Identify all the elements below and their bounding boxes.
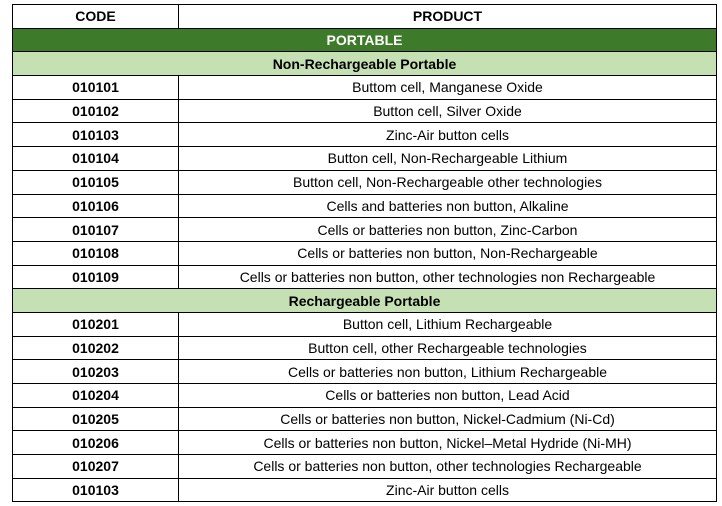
product-column-header: PRODUCT (179, 5, 717, 29)
table-row (13, 384, 717, 408)
table-body (13, 28, 717, 502)
code-cell: 010201 (13, 312, 179, 336)
code-cell: 010103 (13, 478, 179, 502)
product-cell: Cells or batteries non button, Nickel-Cadmium (Ni-Cd) (179, 407, 717, 431)
product-cell: Cells or batteries non button, Lead Acid (179, 384, 717, 408)
group-title: Rechargeable Portable (13, 289, 717, 313)
table-row (13, 407, 717, 431)
code-cell: 010203 (13, 360, 179, 384)
table-row (13, 455, 717, 479)
section-row (13, 28, 717, 52)
group-row (13, 52, 717, 76)
group-row (13, 289, 717, 313)
code-cell: 010207 (13, 455, 179, 479)
code-cell: 010106 (13, 194, 179, 218)
code-cell: 010206 (13, 431, 179, 455)
product-cell: Cells or batteries non button, Nickel–Metal Hydride (Ni-MH) (179, 431, 717, 455)
code-cell: 010105 (13, 170, 179, 194)
table-row (13, 241, 717, 265)
section-title: PORTABLE (13, 28, 717, 52)
table-row (13, 312, 717, 336)
table-row (13, 218, 717, 242)
table-row (13, 478, 717, 502)
product-cell: Button cell, Non-Rechargeable Lithium (179, 147, 717, 171)
product-cell: Cells or batteries non button, Non-Rechargeable (179, 241, 717, 265)
product-cell: Buttom cell, Manganese Oxide (179, 76, 717, 100)
code-column-header: CODE (13, 5, 179, 29)
code-cell: 010109 (13, 265, 179, 289)
product-cell: Zinc-Air button cells (179, 478, 717, 502)
code-cell: 010103 (13, 123, 179, 147)
code-cell: 010102 (13, 99, 179, 123)
group-title: Non-Rechargeable Portable (13, 52, 717, 76)
battery-code-table (12, 4, 717, 502)
table-row (13, 99, 717, 123)
table-row (13, 194, 717, 218)
product-cell: Button cell, Lithium Rechargeable (179, 312, 717, 336)
product-cell: Cells and batteries non button, Alkaline (179, 194, 717, 218)
code-cell: 010107 (13, 218, 179, 242)
product-cell: Button cell, Silver Oxide (179, 99, 717, 123)
product-cell: Cells or batteries non button, other technologies Rechargeable (179, 455, 717, 479)
product-cell: Cells or batteries non button, Lithium Rechargeable (179, 360, 717, 384)
table-row (13, 123, 717, 147)
table-row (13, 431, 717, 455)
code-cell: 010104 (13, 147, 179, 171)
table-row (13, 170, 717, 194)
code-cell: 010108 (13, 241, 179, 265)
table-row (13, 147, 717, 171)
code-cell: 010202 (13, 336, 179, 360)
product-cell: Cells or batteries non button, other technologies non Rechargeable (179, 265, 717, 289)
code-cell: 010101 (13, 76, 179, 100)
table-row (13, 76, 717, 100)
code-cell: 010205 (13, 407, 179, 431)
product-cell: Button cell, Non-Rechargeable other technologies (179, 170, 717, 194)
product-cell: Cells or batteries non button, Zinc-Carbon (179, 218, 717, 242)
header-row (13, 5, 717, 29)
table-row (13, 265, 717, 289)
code-cell: 010204 (13, 384, 179, 408)
product-cell: Zinc-Air button cells (179, 123, 717, 147)
product-cell: Button cell, other Rechargeable technologies (179, 336, 717, 360)
table-row (13, 336, 717, 360)
table-row (13, 360, 717, 384)
